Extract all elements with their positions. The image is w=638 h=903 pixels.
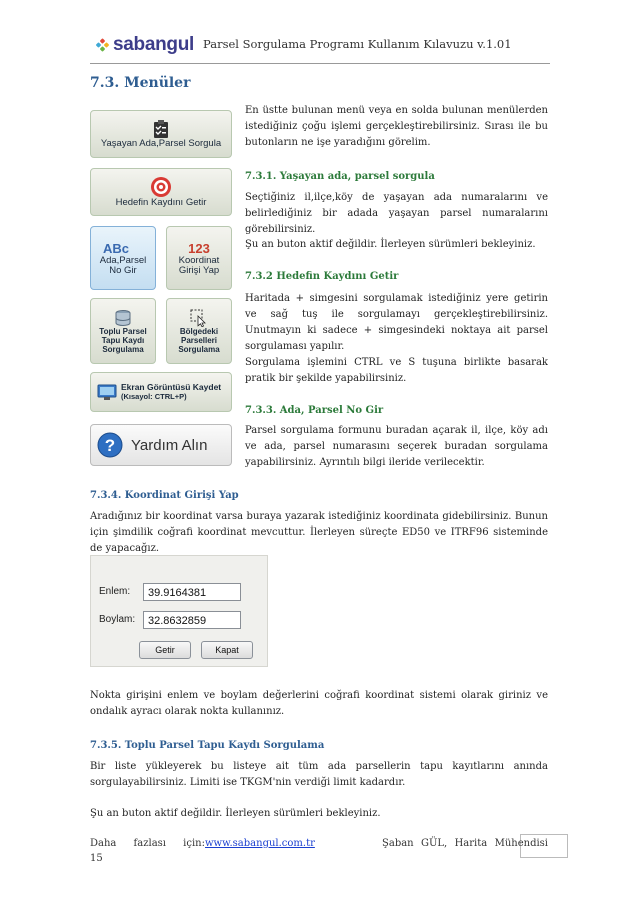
ekran-button-label: Ekran Görüntüsü Kaydet [121,382,222,392]
footer-link-wrap [205,838,315,849]
logo [96,28,194,62]
coordinate-form [90,555,268,667]
bolgedeki-button-label: Bölgedeki Parselleri Sorgulama [178,326,220,354]
ekran-goruntusu-button[interactable] [90,372,232,412]
document-title: Parsel Sorgulama Programı Kullanım Kılavuzu v.1.01 [203,37,512,51]
paragraph-733: Parsel sorgulama formunu buradan açarak il, ilçe, köy adı ve ada, parsel numarasını seçerek buradan sorgulama yapabilirsiniz. Ayrıntılı bilgi ileride verilecektir. [245,425,548,468]
getir-button[interactable]: Getir [139,641,191,659]
heading-735: 7.3.5. Toplu Parsel Tapu Kaydı Sorgulama [90,740,325,751]
ada-button-label: Ada,Parsel No Gir [99,254,147,276]
heading-734: 7.3.4. Koordinat Girişi Yap [90,490,239,501]
paragraph-732-a: Haritada + simgesini sorgulamak istediğiniz yere getirin ve sağ tuş ile sorgulamayı gerçekleştirebilirsiniz. Unutmayın ki sadece + simgesindeki noktaya ait parsel sorgulaması yapılır. [245,293,548,352]
abc-icon: ABc [102,240,129,256]
boylam-label: Boylam: [99,614,136,625]
numbers-icon: 123 [188,240,210,256]
section-title: 7.3. Menüler [90,75,191,91]
toplu-parsel-button[interactable] [90,298,156,364]
header-divider [90,63,550,64]
kapat-button[interactable]: Kapat [201,641,253,659]
paragraph-734-b: Nokta girişini enlem ve boylam değerlerini coğrafi koordinat sistemi olarak giriniz ve ondalık ayracı olarak nokta kullanınız. [90,690,548,717]
logo-icon [96,32,109,58]
heading-733: 7.3.3. Ada, Parsel No Gir [245,405,384,416]
yasayan-ada-parsel-button[interactable] [90,110,232,158]
toplu-button-label: Toplu Parsel Tapu Kaydı Sorgulama [99,326,147,354]
footer-prefix: Daha fazlası için: [90,838,205,849]
paragraph-735-b: Şu an buton aktif değildir. İlerleyen sürümleri bekleyiniz. [90,808,381,819]
yasayan-button-label: Yaşayan Ada,Parsel Sorgula [100,138,222,149]
koordinat-girisi-button[interactable] [166,226,232,290]
ekran-shortcut-label: (Kısayol: CTRL+P) [121,392,187,401]
selection-cursor-icon [190,309,208,327]
paragraph-731-a: Seçtiğiniz il,ilçe,köy de yaşayan ada numaralarını ve belirlediğiniz bir adada yaşayan parsel numaralarını görebilirsiniz. [245,192,548,235]
bolgedeki-parseller-button[interactable] [166,298,232,364]
yardim-button-label: Yardım Alın [131,436,208,454]
clipboard-checklist-icon [151,119,171,139]
footer-author: Şaban GÜL, Harita Mühendisi [382,838,548,849]
boylam-input[interactable]: 32.8632859 [143,611,241,629]
screenshot-icon [97,383,117,401]
hedef-button-label: Hedefin Kaydını Getir [115,197,207,208]
ada-parsel-no-gir-button[interactable] [90,226,156,290]
heading-732: 7.3.2 Hedefin Kaydını Getir [245,271,399,282]
logo-text: sabangul [112,34,194,55]
enlem-input[interactable]: 39.9164381 [143,583,241,601]
yardim-alin-button[interactable] [90,424,232,466]
paragraph-735-a: Bir liste yükleyerek bu listeye ait tüm ada parsellerin tapu kayıtlarını anında sorgulayabilirsiniz. Limiti ise TKGM'nin verdiği limit kadardır. [90,761,548,788]
target-icon [150,176,172,198]
svg-text:?: ? [104,436,116,455]
paragraph-732-b: Sorgulama işlemini CTRL ve S tuşuna birlikte basarak pratik bir şekilde yapabilirsiniz. [245,357,548,384]
paragraph-734-a: Aradığınız bir koordinat varsa buraya yazarak istediğiniz koordinata gidebilirsiniz. Bunun için şimdilik coğrafi koordinat mevcuttur. İlerleyen süreçte ED50 ve ITRF96 sisteminde de yapacağız. [90,511,548,554]
section-intro: En üstte bulunan menü veya en solda bulunan menülerden istediğiniz çoğu işlemi gerçekleştirebilirsiniz. Sırası ile bu butonların ne işe yaradığını görelim. [245,105,548,148]
koordinat-button-label: Koordinat Girişi Yap [178,254,220,276]
enlem-label: Enlem: [99,586,131,597]
heading-731: 7.3.1. Yaşayan ada, parsel sorgula [245,171,435,182]
hedefin-kaydini-getir-button[interactable] [90,168,232,216]
paragraph-731-b: Şu an buton aktif değildir. İlerleyen sürümleri bekleyiniz. [245,239,536,250]
website-link[interactable]: www.sabangul.com.tr [205,838,315,849]
page-number: 15 [90,853,103,864]
help-icon [97,432,123,458]
database-icon [114,309,132,327]
